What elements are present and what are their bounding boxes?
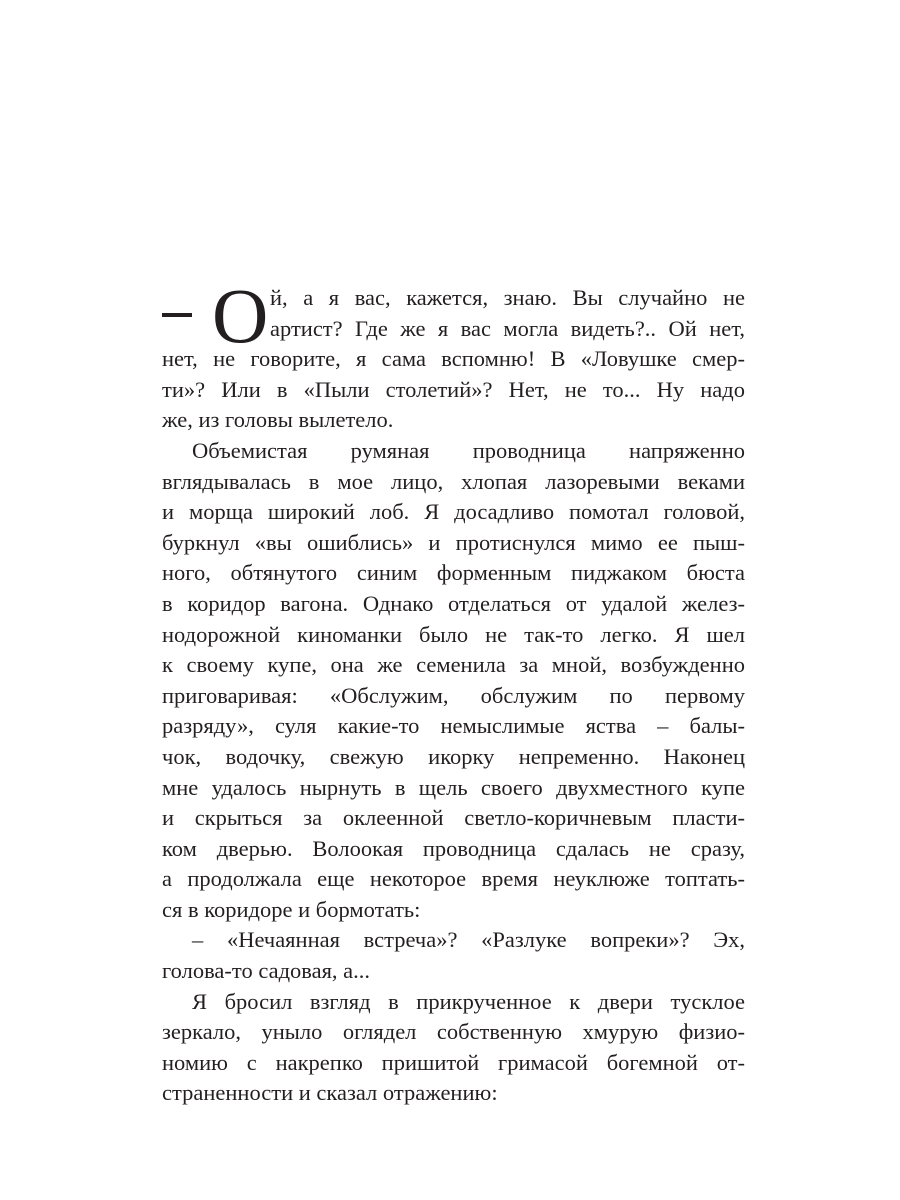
text-line: страненности и сказал отражению: [162,1080,498,1106]
text-line: номию с накрепко пришитой гримасой богемной от- [162,1049,745,1075]
text-line: артист? Где же я вас могла видеть?.. Ой нет, [270,315,745,341]
text-line: и морща широкий лоб. Я досадливо помотал головой, [162,499,745,525]
paragraph-start: Объемистая румяная проводница напряженно [192,437,745,463]
text-line: вглядывалась в мое лицо, хлопая лазоревыми веками [162,468,745,494]
text-line: нет, не говорите, я сама вспомню! В «Ловушке смер- [162,346,745,372]
text-line: ся в коридоре и бормотать: [162,896,421,922]
book-page [162,272,745,1109]
text-line: ком дверью. Волоокая проводница сдалась не сразу, [162,835,745,861]
text-line: приговаривая: «Обслужим, обслужим по первому [162,682,745,708]
text-line: ного, обтянутого синим форменным пиджаком бюста [162,560,745,586]
dialogue-dash [162,313,192,317]
text-line: ти»? Или в «Пыли столетий»? Нет, не то... Ну надо [162,376,745,402]
text-line: к своему купе, она же семенила за мной, возбужденно [162,652,745,678]
drop-cap: О [212,272,269,359]
text-line: а продолжала еще некоторое время неуклюже топтать- [162,866,745,892]
text-line: зеркало, уныло оглядел собственную хмурую физио- [162,1019,745,1045]
text-line: й, а я вас, кажется, знаю. Вы случайно не [270,285,745,310]
paragraph-start: Я бросил взгляд в прикрученное к двери тусклое [192,988,745,1014]
text-line: мне удалось нырнуть в щель своего двухместного купе [162,774,745,800]
text-line: разряду», суля какие-то немыслимые яства – балы- [162,713,745,739]
text-line: и скрыться за оклеенной светло-коричневым пласти- [162,805,745,831]
text-line: нодорожной киноманки было не так-то легко. Я шел [162,621,745,647]
text-line: же, из головы вылетело. [162,407,394,433]
dialogue-line: – «Нечаянная встреча»? «Разлуке вопреки»? Эх, [192,927,745,953]
text-line: буркнул «вы ошиблись» и протиснулся мимо ее пыш- [162,529,745,555]
text-line: в коридор вагона. Однако отделаться от удалой желез- [162,590,745,616]
text-line: голова-то садовая, а... [162,958,371,984]
text-line: чок, водочку, свежую икорку непременно. Наконец [162,743,745,769]
